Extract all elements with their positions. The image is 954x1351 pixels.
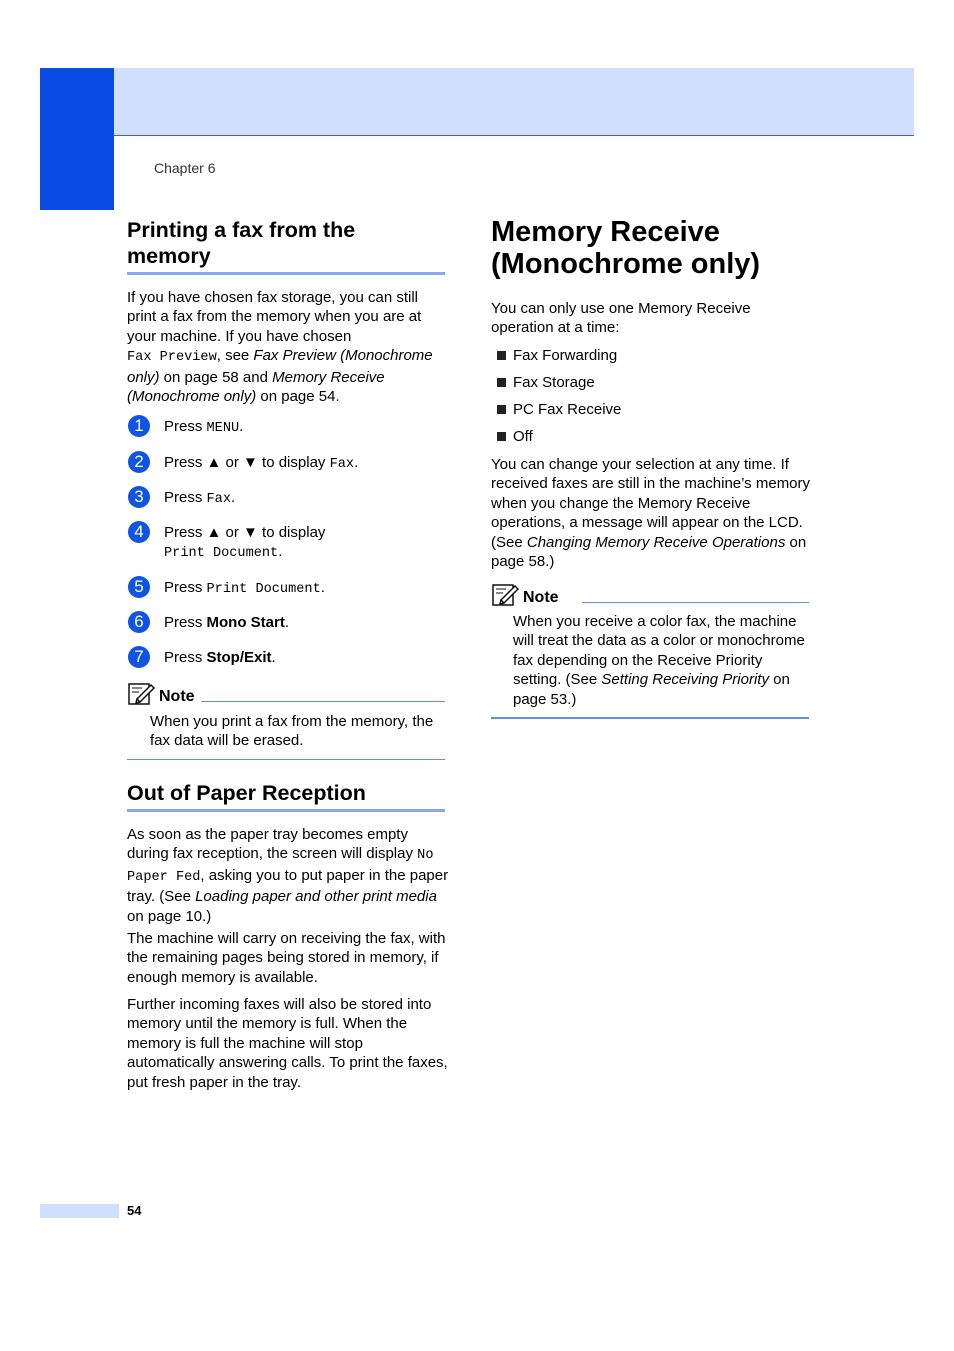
heading-rule (127, 809, 445, 812)
memory-receive-p2: You can change your selection at any time. If received faxes are still in the machine’s memory when you change the Memory Receive operations, a message will appear on the LCD. (See Changing Memory Receive Operations on page 58.) (491, 456, 811, 571)
note-pencil-icon (128, 682, 156, 706)
out-of-paper-p2: The machine will carry on receiving the fax, with the remaining pages being stored in memory, if enough memory is available. (127, 930, 446, 986)
step-4: 4 Press ▲ or ▼ to display Print Document. (128, 521, 325, 564)
note-top-rule (201, 701, 445, 702)
memory-receive-intro: You can only use one Memory Receive operation at a time: (491, 300, 751, 337)
printing-heading: Printing a fax from the memory (127, 218, 356, 268)
section-printing (127, 217, 355, 269)
step-number: 3 (128, 486, 150, 508)
header-band (40, 68, 914, 136)
note-header (128, 682, 195, 706)
step-number: 7 (128, 646, 150, 668)
bullet-square (497, 378, 506, 387)
step-number: 2 (128, 451, 150, 473)
note-bottom-rule (491, 717, 809, 719)
out-of-paper-p3: Further incoming faxes will also be stored into memory until the memory is full. When the memory is full the machine will stop automatically answering calls. To print the faxes, put fresh paper in the tray. (127, 996, 448, 1091)
step-3: 3 Press Fax. (128, 486, 235, 509)
chapter-tab (40, 68, 114, 210)
printing-intro: If you have chosen fax storage, you can still print a fax from the memory when you are at your machine. If you have chosen Fax Preview, see Fax Preview (Monochrome only) on page 58 and Memory Receive (Monochrome only) on page 54. (127, 289, 433, 406)
note-label: Note (159, 687, 195, 705)
step-7: 7 Press Stop/Exit. (128, 646, 276, 668)
page-marker (40, 1204, 119, 1218)
step-number: 6 (128, 611, 150, 633)
note-text: When you print a fax from the memory, the fax data will be erased. (150, 713, 434, 750)
bullet-item: Fax Forwarding (497, 346, 617, 365)
note-header (492, 583, 559, 607)
out-of-paper-heading: Out of Paper Reception (127, 781, 366, 805)
note-label: Note (523, 588, 559, 606)
note-text: When you receive a color fax, the machine will treat the data as a color or monochrome fax depending on the Receive Priority setting. (See Setting Receiving Priority on page 53.) (513, 613, 805, 708)
heading-rule (127, 272, 445, 275)
note-bottom-rule (127, 759, 445, 760)
step-number: 4 (128, 521, 150, 543)
step-2: 2 Press ▲ or ▼ to display Fax. (128, 451, 358, 474)
bullet-item: Off (497, 427, 533, 446)
bullet-square (497, 432, 506, 441)
memory-receive-heading: Memory Receive (Monochrome only) (491, 216, 761, 280)
bullet-square (497, 405, 506, 414)
step-number: 5 (128, 576, 150, 598)
bullet-item: Fax Storage (497, 373, 595, 392)
page-number: 54 (127, 1203, 142, 1218)
step-6: 6 Press Mono Start. (128, 611, 289, 633)
out-of-paper-p1: As soon as the paper tray becomes empty during fax reception, the screen will display No Paper Fed, asking you to put paper in the paper tray. (See Loading paper and other print media on page 10.) (127, 826, 449, 925)
chapter-label: Chapter 6 (154, 160, 216, 176)
bullet-square (497, 351, 506, 360)
step-5: 5 Press Print Document. (128, 576, 325, 599)
note-top-rule (582, 602, 809, 603)
note-pencil-icon (492, 583, 520, 607)
step-number: 1 (128, 415, 150, 437)
bullet-item: PC Fax Receive (497, 400, 621, 419)
step-1: 1 Press MENU. (128, 415, 243, 438)
